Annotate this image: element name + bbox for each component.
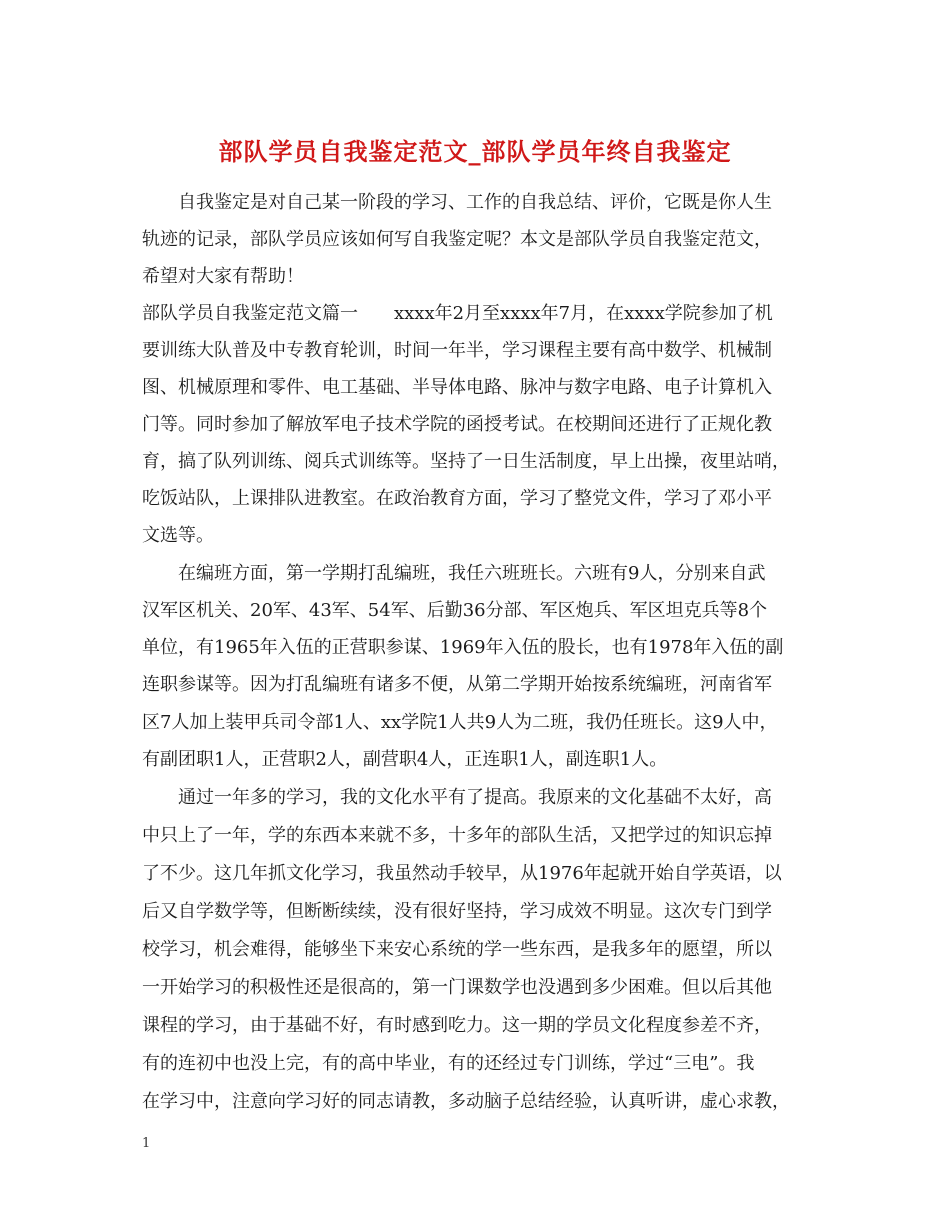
body-line: 课程的学习，由于基础不好，有时感到吃力。这一期的学员文化程度参差不齐， — [142, 1015, 772, 1036]
body-line: 在学习中，注意向学习好的同志请教，多动脑子总结经验，认真听讲，虚心求教， — [142, 1091, 790, 1112]
body-line: 门等。同时参加了解放军电子技术学院的函授考试。在校期间还进行了正规化教 — [142, 414, 772, 435]
page-number: 1 — [142, 1136, 151, 1151]
body-line: 图、机械原理和零件、电工基础、半导体电路、脉冲与数字电路、电子计算机入 — [142, 377, 772, 398]
body-line: 后又自学数学等，但断断续续，没有很好坚持，学习成效不明显。这次专门到学 — [142, 901, 772, 922]
body-line: 中只上了一年，学的东西本来就不多，十多年的部队生活，又把学过的知识忘掉 — [142, 825, 772, 846]
body-line: 在编班方面，第一学期打乱编班，我任六班班长。六班有9人，分别来自武 — [142, 563, 766, 584]
body-line: 通过一年多的学习，我的文化水平有了提高。我原来的文化基础不太好，高 — [142, 787, 772, 808]
body-line: 区7人加上装甲兵司令部1人、xx学院1人共9人为二班，我仍任班长。这9人中， — [142, 712, 778, 733]
body-line: 单位，有1965年入伍的正营职参谋、1969年入伍的股长，也有1978年入伍的副 — [142, 637, 784, 658]
document-title: 部队学员自我鉴定范文_部队学员年终自我鉴定 — [218, 137, 732, 166]
body-line: 汉军区机关、20军、43军、54军、后勤36分部、军区炮兵、军区坦克兵等8个 — [142, 600, 768, 621]
body-line: 连职参谋等。因为打乱编班有诸多不便，从第二学期开始按系统编班，河南省军 — [142, 674, 772, 695]
body-line: 校学习，机会难得，能够坐下来安心系统的学一些东西，是我多年的愿望，所以 — [142, 939, 772, 960]
body-line: 有副团职1人，正营职2人，副营职4人，正连职1人，副连职1人。 — [142, 749, 668, 770]
body-line: 要训练大队普及中专教育轮训，时间一年半，学习课程主要有高中数学、机械制 — [142, 340, 772, 361]
body-line: 吃饭站队，上课排队进教室。在政治教育方面，学习了整党文件，学习了邓小平 — [142, 488, 772, 509]
body-line: 文选等。 — [142, 525, 214, 546]
body-line: 一开始学习的积极性还是很高的，第一门课数学也没遇到多少困难。但以后其他 — [142, 977, 772, 998]
body-line: 有的连初中也没上完，有的高中毕业，有的还经过专门训练，学过“三电”。我 — [142, 1053, 755, 1074]
body-line: 自我鉴定是对自己某一阶段的学习、工作的自我总结、评价，它既是你人生 — [142, 192, 772, 213]
body-line: 了不少。这几年抓文化学习，我虽然动手较早，从1976年起就开始自学英语，以 — [142, 863, 782, 884]
body-line: 部队学员自我鉴定范文篇一 xxxx年2月至xxxx年7月，在xxxx学院参加了机 — [142, 303, 773, 324]
body-line: 育，搞了队列训练、阅兵式训练等。坚持了一日生活制度，早上出操，夜里站哨， — [142, 451, 790, 472]
body-line: 希望对大家有帮助！ — [142, 266, 304, 287]
body-line: 轨迹的记录，部队学员应该如何写自我鉴定呢？本文是部队学员自我鉴定范文， — [142, 229, 772, 250]
